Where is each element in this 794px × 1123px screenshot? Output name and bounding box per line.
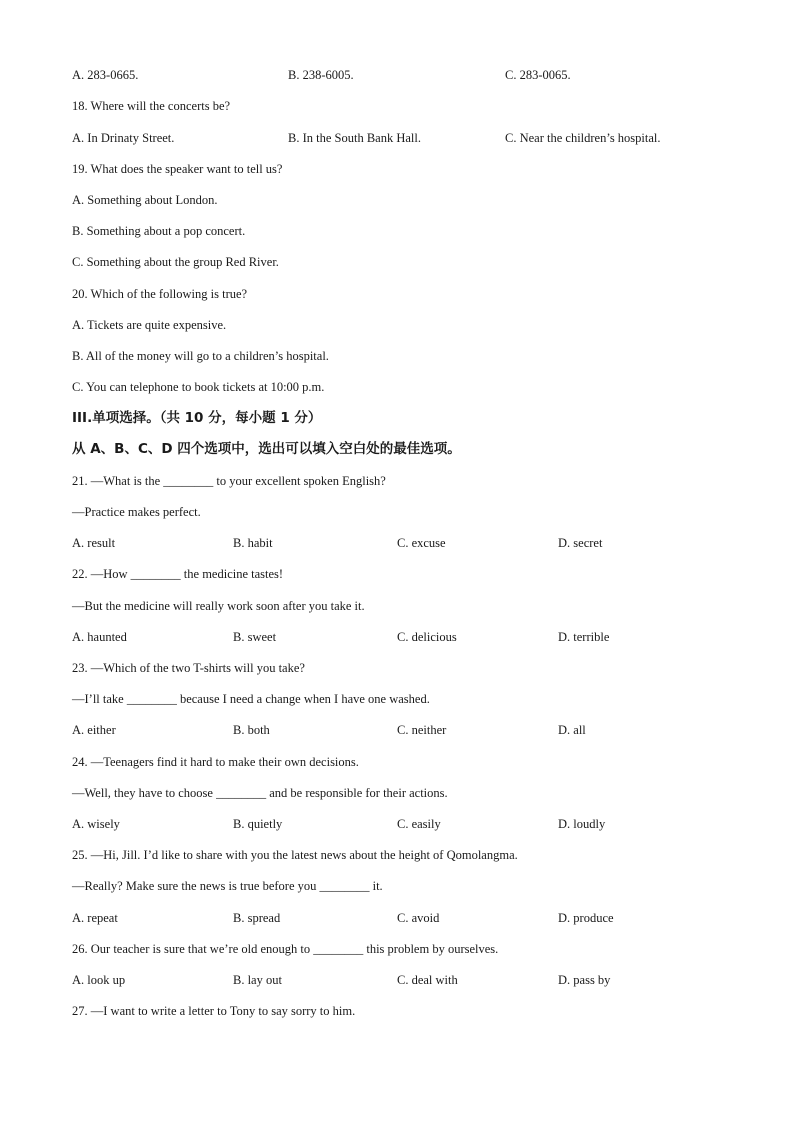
q22-option-a: A. haunted bbox=[72, 630, 127, 644]
q19-option-c: C. Something about the group Red River. bbox=[72, 255, 279, 269]
q24-options bbox=[0, 816, 794, 832]
q21-option-a: A. result bbox=[72, 536, 116, 550]
q22-line1: 22. —How ________ the medicine tastes! bbox=[72, 567, 284, 581]
q21-option-d: D. secret bbox=[558, 536, 603, 550]
q26-option-c: C. deal with bbox=[397, 973, 458, 987]
q26-option-b: B. lay out bbox=[233, 973, 282, 987]
q26-line1: 26. Our teacher is sure that we’re old enough to ________ this problem by ourselves. bbox=[72, 942, 499, 956]
q23-option-d: D. all bbox=[558, 723, 586, 737]
q25-option-c: C. avoid bbox=[397, 911, 440, 925]
q20-option-c: C. You can telephone to book tickets at 10:00 p.m. bbox=[72, 380, 325, 394]
q19-option-a: A. Something about London. bbox=[72, 193, 218, 207]
q17-option-c: C. 283-0065. bbox=[505, 68, 571, 82]
q22-option-c: C. delicious bbox=[397, 630, 457, 644]
q17-option-b: B. 238-6005. bbox=[288, 68, 354, 82]
q18-option-b: B. In the South Bank Hall. bbox=[288, 131, 421, 145]
q21-line1: 21. —What is the ________ to your excellent spoken English? bbox=[72, 474, 386, 488]
q26-options bbox=[0, 972, 794, 988]
q23-option-b: B. both bbox=[233, 723, 270, 737]
q25-option-d: D. produce bbox=[558, 911, 614, 925]
q25-line1: 25. —Hi, Jill. I’d like to share with you the latest news about the height of Qomolangma. bbox=[72, 848, 518, 862]
q20-option-a: A. Tickets are quite expensive. bbox=[72, 318, 227, 332]
q26-option-a: A. look up bbox=[72, 973, 126, 987]
q21-options bbox=[0, 535, 794, 551]
q23-option-c: C. neither bbox=[397, 723, 447, 737]
q18-option-a: A. In Drinaty Street. bbox=[72, 131, 175, 145]
q23-option-a: A. either bbox=[72, 723, 116, 737]
q25-options bbox=[0, 910, 794, 926]
q23-line1: 23. —Which of the two T-shirts will you take? bbox=[72, 661, 305, 675]
q24-option-c: C. easily bbox=[397, 817, 441, 831]
q18-stem: 18. Where will the concerts be? bbox=[72, 99, 231, 113]
q24-line1: 24. —Teenagers find it hard to make their own decisions. bbox=[72, 755, 359, 769]
q17-options bbox=[0, 67, 794, 83]
q20-option-b: B. All of the money will go to a children’s hospital. bbox=[72, 349, 329, 363]
q26-option-d: D. pass by bbox=[558, 973, 611, 987]
q24-line2: —Well, they have to choose ________ and be responsible for their actions. bbox=[72, 786, 448, 800]
section-instruction: 从 A、B、C、D 四个选项中，选出可以填入空白处的最佳选项。 bbox=[72, 441, 461, 457]
q22-option-d: D. terrible bbox=[558, 630, 610, 644]
q23-options bbox=[0, 722, 794, 738]
q19-option-b: B. Something about a pop concert. bbox=[72, 224, 246, 238]
q23-line2: —I’ll take ________ because I need a change when I have one washed. bbox=[72, 692, 430, 706]
section-title: III.单项选择。（共 10 分，每小题 1 分） bbox=[72, 410, 322, 426]
q24-option-a: A. wisely bbox=[72, 817, 120, 831]
q25-line2: —Really? Make sure the news is true before you ________ it. bbox=[72, 879, 383, 893]
q25-option-a: A. repeat bbox=[72, 911, 118, 925]
q22-option-b: B. sweet bbox=[233, 630, 277, 644]
q24-option-d: D. loudly bbox=[558, 817, 606, 831]
q17-option-a: A. 283-0665. bbox=[72, 68, 139, 82]
q25-option-b: B. spread bbox=[233, 911, 281, 925]
q22-line2: —But the medicine will really work soon after you take it. bbox=[72, 599, 365, 613]
q18-option-c: C. Near the children’s hospital. bbox=[505, 131, 661, 145]
q21-option-c: C. excuse bbox=[397, 536, 446, 550]
q21-line2: —Practice makes perfect. bbox=[72, 505, 201, 519]
q22-options bbox=[0, 629, 794, 645]
q19-stem: 19. What does the speaker want to tell us? bbox=[72, 162, 283, 176]
q20-stem: 20. Which of the following is true? bbox=[72, 287, 248, 301]
q21-option-b: B. habit bbox=[233, 536, 273, 550]
q27-line1: 27. —I want to write a letter to Tony to say sorry to him. bbox=[72, 1004, 356, 1018]
q24-option-b: B. quietly bbox=[233, 817, 283, 831]
q18-options bbox=[0, 130, 794, 146]
